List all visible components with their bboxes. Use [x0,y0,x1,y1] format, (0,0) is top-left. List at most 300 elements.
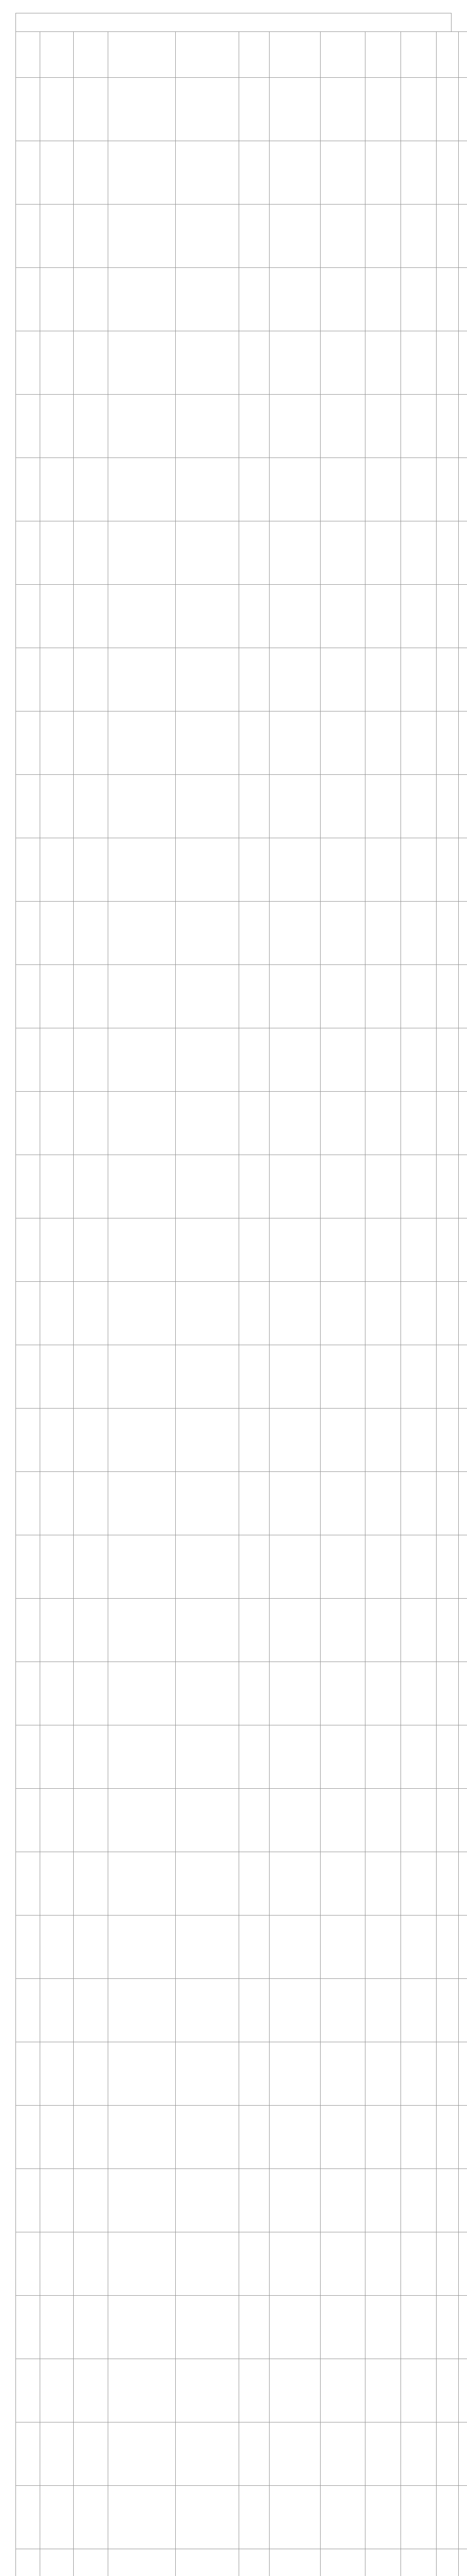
cell-production-date [270,1345,321,1409]
table-header-row [16,32,467,78]
cell-production-date [270,2486,321,2549]
table-row [16,1092,467,1155]
cell-production-date [270,395,321,458]
cell-model [176,1916,239,1979]
cell-product-name [74,838,108,902]
cell-brand [239,1028,270,1092]
cell-sampling-date [321,1155,365,1218]
cell-no [16,1599,40,1662]
cell-manufacturer [108,1155,176,1218]
cell-sampling-date [321,1789,365,1852]
cell-field [437,902,459,965]
table-row [16,521,467,585]
cell-no [16,205,40,268]
cell-no [16,1282,40,1345]
cell-model [176,1218,239,1282]
cell-agency [459,1916,467,1979]
cell-field [437,775,459,838]
table-row [16,1028,467,1092]
cell-result [365,965,401,1028]
cell-agency [459,648,467,711]
table-row [16,1409,467,1472]
cell-failed-items [401,268,437,331]
cell-area [40,711,74,775]
cell-failed-items [401,1472,437,1535]
cell-model [176,965,239,1028]
cell-result [365,2232,401,2296]
cell-manufacturer [108,1472,176,1535]
cell-field [437,2422,459,2486]
cell-brand [239,2359,270,2422]
cell-agency [459,1979,467,2042]
cell-result [365,331,401,395]
cell-result [365,78,401,141]
cell-no [16,1535,40,1599]
cell-area [40,1979,74,2042]
cell-no [16,1028,40,1092]
cell-brand [239,648,270,711]
cell-sampling-date [321,2106,365,2169]
cell-brand [239,521,270,585]
cell-agency [459,1028,467,1092]
cell-result [365,711,401,775]
cell-agency [459,2169,467,2232]
cell-result [365,2106,401,2169]
cell-area [40,1599,74,1662]
cell-manufacturer [108,1599,176,1662]
cell-area [40,395,74,458]
cell-sampling-date [321,775,365,838]
cell-result [365,205,401,268]
cell-brand [239,78,270,141]
header-result [365,32,401,78]
cell-production-date [270,711,321,775]
cell-production-date [270,521,321,585]
cell-sampling-date [321,2422,365,2486]
cell-no [16,1218,40,1282]
cell-agency [459,2042,467,2106]
cell-no [16,2042,40,2106]
cell-agency [459,1092,467,1155]
cell-brand [239,1852,270,1916]
cell-failed-items [401,1155,437,1218]
cell-failed-items [401,1218,437,1282]
cell-production-date [270,1409,321,1472]
cell-failed-items [401,2359,437,2422]
cell-sampling-date [321,1599,365,1662]
table-row [16,902,467,965]
cell-product-name [74,1472,108,1535]
cell-manufacturer [108,585,176,648]
cell-product-name [74,2232,108,2296]
cell-no [16,902,40,965]
cell-no [16,2549,40,2576]
cell-sampling-date [321,838,365,902]
cell-failed-items [401,2296,437,2359]
cell-production-date [270,585,321,648]
cell-result [365,1599,401,1662]
header-sampling-date [321,32,365,78]
cell-no [16,458,40,521]
cell-manufacturer [108,458,176,521]
cell-area [40,1789,74,1852]
cell-agency [459,838,467,902]
cell-production-date [270,458,321,521]
cell-sampling-date [321,965,365,1028]
cell-brand [239,1662,270,1725]
cell-no [16,965,40,1028]
cell-area [40,1028,74,1092]
cell-sampling-date [321,1662,365,1725]
cell-area [40,965,74,1028]
cell-agency [459,2549,467,2576]
cell-sampling-date [321,902,365,965]
cell-sampling-date [321,2232,365,2296]
table-row [16,1535,467,1599]
table-row [16,711,467,775]
cell-no [16,1662,40,1725]
cell-no [16,711,40,775]
cell-field [437,2359,459,2422]
cell-field [437,838,459,902]
cell-failed-items [401,458,437,521]
cell-brand [239,585,270,648]
cell-product-name [74,521,108,585]
cell-brand [239,1282,270,1345]
cell-manufacturer [108,711,176,775]
cell-agency [459,1409,467,1472]
cell-manufacturer [108,205,176,268]
cell-area [40,1472,74,1535]
cell-result [365,1725,401,1789]
table-row [16,1282,467,1345]
cell-manufacturer [108,1662,176,1725]
cell-brand [239,1472,270,1535]
cell-production-date [270,2359,321,2422]
cell-no [16,2422,40,2486]
cell-area [40,1852,74,1916]
cell-brand [239,1345,270,1409]
header-agency [459,32,467,78]
cell-field [437,2042,459,2106]
cell-area [40,902,74,965]
cell-product-name [74,395,108,458]
cell-area [40,1916,74,1979]
cell-failed-items [401,2232,437,2296]
cell-area [40,1282,74,1345]
cell-model [176,1282,239,1345]
cell-product-name [74,965,108,1028]
table-row [16,1155,467,1218]
cell-product-name [74,2549,108,2576]
cell-failed-items [401,331,437,395]
cell-production-date [270,775,321,838]
cell-manufacturer [108,1028,176,1092]
header-product-name [74,32,108,78]
cell-area [40,1409,74,1472]
table-row [16,2106,467,2169]
cell-no [16,2169,40,2232]
cell-product-name [74,2359,108,2422]
cell-brand [239,141,270,205]
table-row [16,331,467,395]
cell-failed-items [401,2549,437,2576]
cell-brand [239,1725,270,1789]
cell-result [365,2486,401,2549]
cell-manufacturer [108,268,176,331]
table-row [16,141,467,205]
cell-failed-items [401,521,437,585]
cell-result [365,2549,401,2576]
table-row [16,78,467,141]
cell-agency [459,268,467,331]
cell-sampling-date [321,331,365,395]
cell-result [365,775,401,838]
cell-field [437,268,459,331]
cell-production-date [270,1599,321,1662]
table-body [16,78,467,2576]
cell-production-date [270,1725,321,1789]
cell-product-name [74,1282,108,1345]
cell-product-name [74,902,108,965]
cell-manufacturer [108,521,176,585]
cell-brand [239,2296,270,2359]
cell-area [40,521,74,585]
cell-production-date [270,1535,321,1599]
cell-agency [459,711,467,775]
cell-field [437,1472,459,1535]
cell-area [40,1155,74,1218]
cell-failed-items [401,1092,437,1155]
cell-model [176,838,239,902]
cell-model [176,1092,239,1155]
cell-area [40,2232,74,2296]
cell-production-date [270,2549,321,2576]
cell-no [16,268,40,331]
cell-production-date [270,2106,321,2169]
cell-no [16,1789,40,1852]
cell-manufacturer [108,1535,176,1599]
cell-brand [239,268,270,331]
cell-area [40,1662,74,1725]
cell-field [437,2106,459,2169]
cell-product-name [74,2486,108,2549]
cell-brand [239,2169,270,2232]
cell-result [365,2422,401,2486]
table-row [16,1472,467,1535]
cell-product-name [74,1218,108,1282]
cell-no [16,1472,40,1535]
cell-failed-items [401,1282,437,1345]
cell-no [16,78,40,141]
cell-area [40,2169,74,2232]
cell-result [365,458,401,521]
cell-model [176,2486,239,2549]
table-row [16,2422,467,2486]
cell-manufacturer [108,331,176,395]
cell-production-date [270,141,321,205]
cell-brand [239,2106,270,2169]
cell-field [437,1092,459,1155]
cell-sampling-date [321,141,365,205]
document [15,13,452,2576]
cell-result [365,521,401,585]
cell-agency [459,458,467,521]
cell-model [176,331,239,395]
cell-agency [459,521,467,585]
cell-manufacturer [108,78,176,141]
cell-product-name [74,1028,108,1092]
cell-field [437,1852,459,1916]
table-row [16,2042,467,2106]
cell-brand [239,1916,270,1979]
results-table [15,31,467,2576]
cell-no [16,2106,40,2169]
cell-field [437,2549,459,2576]
cell-no [16,2486,40,2549]
cell-no [16,2359,40,2422]
cell-result [365,2169,401,2232]
cell-sampling-date [321,521,365,585]
header-production-date [270,32,321,78]
cell-area [40,78,74,141]
cell-sampling-date [321,648,365,711]
cell-brand [239,1218,270,1282]
cell-production-date [270,902,321,965]
cell-area [40,2549,74,2576]
cell-product-name [74,1725,108,1789]
cell-no [16,395,40,458]
cell-no [16,838,40,902]
cell-product-name [74,1155,108,1218]
cell-failed-items [401,205,437,268]
cell-field [437,1662,459,1725]
cell-field [437,1345,459,1409]
cell-model [176,648,239,711]
cell-manufacturer [108,1345,176,1409]
cell-production-date [270,2042,321,2106]
cell-failed-items [401,1852,437,1916]
cell-agency [459,902,467,965]
cell-failed-items [401,585,437,648]
cell-field [437,1789,459,1852]
cell-agency [459,1789,467,1852]
cell-brand [239,711,270,775]
cell-failed-items [401,2106,437,2169]
cell-product-name [74,1789,108,1852]
cell-product-name [74,1662,108,1725]
cell-failed-items [401,78,437,141]
cell-field [437,2486,459,2549]
cell-agency [459,1599,467,1662]
cell-model [176,1028,239,1092]
cell-product-name [74,2422,108,2486]
cell-sampling-date [321,78,365,141]
cell-product-name [74,1092,108,1155]
cell-model [176,2422,239,2486]
cell-brand [239,2486,270,2549]
cell-model [176,1535,239,1599]
cell-model [176,2296,239,2359]
table-row [16,965,467,1028]
cell-production-date [270,268,321,331]
cell-agency [459,141,467,205]
cell-agency [459,2106,467,2169]
table-row [16,2486,467,2549]
cell-production-date [270,1852,321,1916]
cell-result [365,648,401,711]
cell-field [437,585,459,648]
cell-field [437,1535,459,1599]
table-row [16,648,467,711]
cell-model [176,395,239,458]
cell-production-date [270,1218,321,1282]
cell-agency [459,205,467,268]
table-row [16,775,467,838]
cell-brand [239,331,270,395]
cell-field [437,395,459,458]
table-row [16,205,467,268]
cell-result [365,1662,401,1725]
header-field [437,32,459,78]
cell-result [365,1535,401,1599]
cell-agency [459,1472,467,1535]
cell-model [176,205,239,268]
cell-manufacturer [108,2549,176,2576]
cell-production-date [270,838,321,902]
cell-production-date [270,2296,321,2359]
cell-no [16,2232,40,2296]
cell-manufacturer [108,838,176,902]
cell-field [437,205,459,268]
cell-failed-items [401,775,437,838]
cell-failed-items [401,2422,437,2486]
header-failed-items [401,32,437,78]
header-area [40,32,74,78]
cell-sampling-date [321,1852,365,1916]
cell-no [16,775,40,838]
cell-manufacturer [108,775,176,838]
cell-agency [459,2422,467,2486]
cell-sampling-date [321,585,365,648]
cell-result [365,1852,401,1916]
cell-brand [239,1979,270,2042]
cell-model [176,2106,239,2169]
cell-result [365,902,401,965]
cell-production-date [270,1028,321,1092]
cell-manufacturer [108,1218,176,1282]
cell-field [437,2232,459,2296]
cell-production-date [270,78,321,141]
cell-area [40,2106,74,2169]
cell-result [365,1092,401,1155]
table-row [16,1599,467,1662]
cell-product-name [74,141,108,205]
table-row [16,1725,467,1789]
cell-failed-items [401,1979,437,2042]
cell-brand [239,838,270,902]
cell-result [365,1409,401,1472]
cell-sampling-date [321,1409,365,1472]
cell-sampling-date [321,1028,365,1092]
cell-agency [459,1282,467,1345]
cell-model [176,2232,239,2296]
cell-result [365,2296,401,2359]
table-row [16,2296,467,2359]
cell-production-date [270,1662,321,1725]
cell-model [176,1345,239,1409]
cell-result [365,2359,401,2422]
